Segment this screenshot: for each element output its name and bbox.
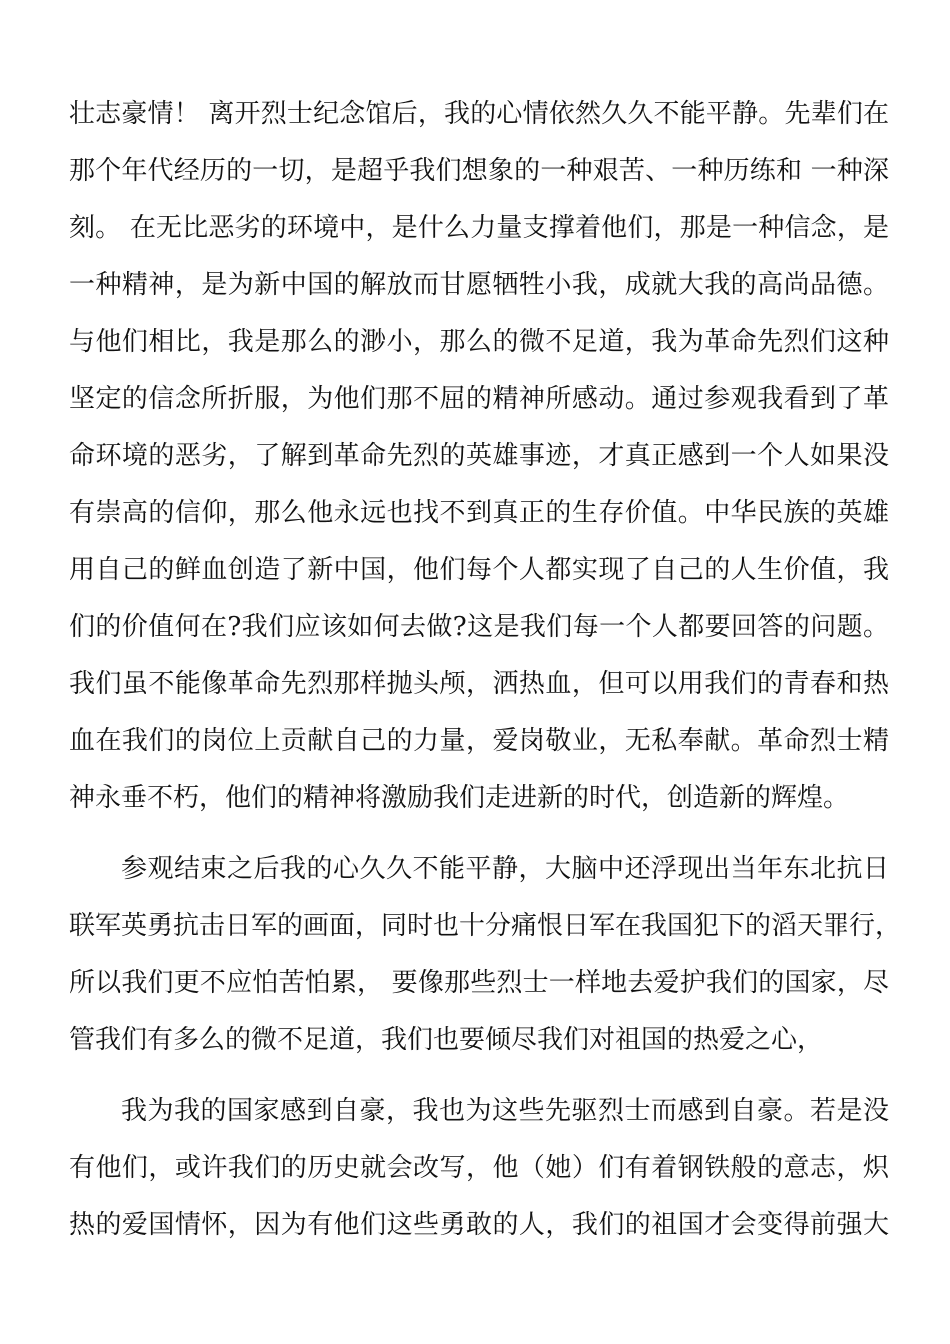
text-line: 与他们相比，我是那么的渺小，那么的微不足道，我为革命先烈们这种: [69, 327, 889, 357]
text-line: 参观结束之后我的心久久不能平静，大脑中还浮现出当年东北抗日: [121, 854, 889, 884]
text-line: 有崇高的信仰，那么他永远也找不到真正的生存价值。中华民族的英雄: [69, 498, 889, 528]
text-line: 一种精神，是为新中国的解放而甘愿牺牲小我，成就大我的高尚品德。: [69, 270, 889, 300]
text-line: 们的价值何在?我们应该如何去做?这是我们每一个人都要回答的问题。: [69, 612, 889, 642]
text-line: 神永垂不朽，他们的精神将激励我们走进新的时代，创造新的辉煌。: [69, 783, 850, 813]
text-line: 热的爱国情怀，因为有他们这些勇敢的人，我们的祖国才会变得前强大: [69, 1210, 889, 1240]
text-line: 有他们，或许我们的历史就会改写，他（她）们有着钢铁般的意志，炽: [69, 1153, 889, 1183]
text-line: 壮志豪情！ 离开烈士纪念馆后，我的心情依然久久不能平静。先辈们在: [69, 99, 889, 129]
text-line: 那个年代经历的一切，是超乎我们想象的一种艰苦、一种历练和 一种深: [69, 156, 889, 186]
text-line: 用自己的鲜血创造了新中国，他们每个人都实现了自己的人生价值，我: [69, 555, 889, 585]
text-line: 所以我们更不应怕苦怕累， 要像那些烈士一样地去爱护我们的国家，尽: [69, 968, 889, 998]
text-line: 命环境的恶劣，了解到革命先烈的英雄事迹，才真正感到一个人如果没: [69, 441, 889, 471]
text-line: 管我们有多么的微不足道，我们也要倾尽我们对祖国的热爱之心，: [69, 1025, 824, 1055]
text-line: 刻。 在无比恶劣的环境中，是什么力量支撑着他们，那是一种信念，是: [69, 213, 889, 243]
text-line: 血在我们的岗位上贡献自己的力量，爱岗敬业，无私奉献。革命烈士精: [69, 726, 889, 756]
text-line: 联军英勇抗击日军的画面，同时也十分痛恨日军在我国犯下的滔天罪行，: [69, 911, 902, 941]
text-line: 坚定的信念所折服，为他们那不屈的精神所感动。通过参观我看到了革: [69, 384, 889, 414]
text-line: 我为我的国家感到自豪，我也为这些先驱烈士而感到自豪。若是没: [121, 1096, 889, 1126]
text-line: 我们虽不能像革命先烈那样抛头颅，洒热血，但可以用我们的青春和热: [69, 669, 889, 699]
